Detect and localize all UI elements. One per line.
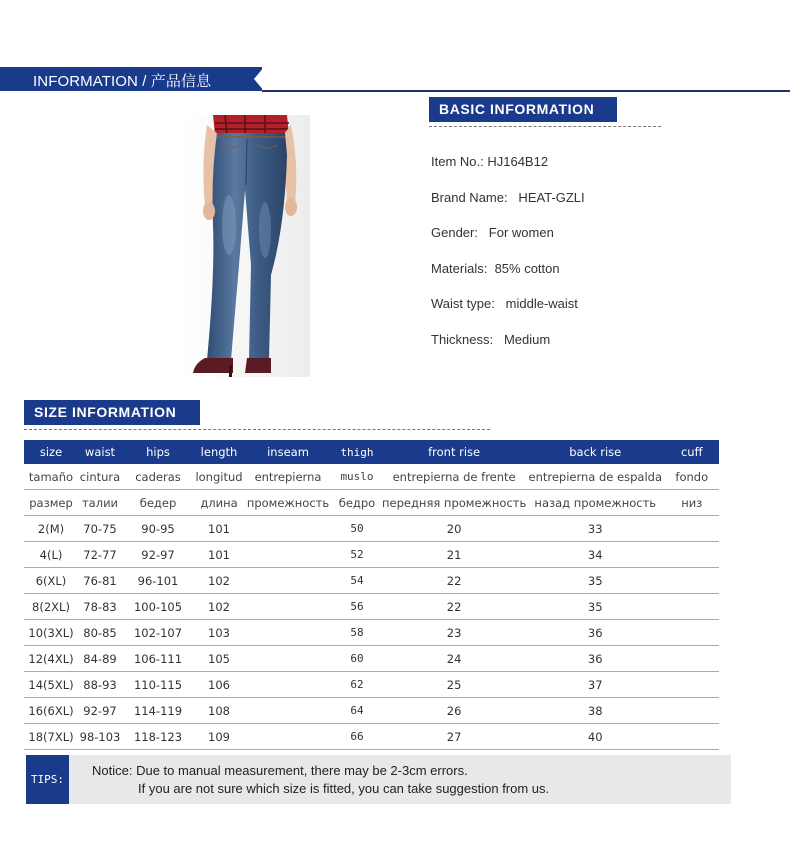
cell-thigh: 58 [332,620,382,646]
col-header: fondo [664,464,719,490]
cell-inseam [244,594,332,620]
col-header: длина [194,490,244,516]
cell-thigh: 66 [332,724,382,750]
cell-inseam [244,724,332,750]
cell-front-rise: 23 [382,620,526,646]
cell-hips: 106-111 [122,646,194,672]
cell-waist: 84-89 [78,646,122,672]
size-information-heading: SIZE INFORMATION [24,400,200,425]
table-row [24,594,719,620]
cell-front-rise: 27 [382,724,526,750]
col-header: бедер [122,490,194,516]
waist-type: Waist type: middle-waist [431,296,578,311]
cell-length: 102 [194,594,244,620]
col-header: waist [78,440,122,464]
table-row [24,568,719,594]
cell-back-rise: 37 [526,672,664,698]
cell-back-rise: 35 [526,568,664,594]
cell-hips: 110-115 [122,672,194,698]
tips-suggestion: If you are not sure which size is fitted, you can take suggestion from us. [138,781,550,796]
col-header: muslo [332,464,382,490]
table-row [24,698,719,724]
col-header: entrepierna de espalda [526,464,664,490]
col-header: низ [664,490,719,516]
table-row [24,646,719,672]
cell-back-rise: 36 [526,646,664,672]
item-number: Item No.: HJ164B12 [431,154,549,169]
tips-label: TIPS: [26,755,69,804]
cell-waist: 88-93 [78,672,122,698]
cell-hips: 102-107 [122,620,194,646]
col-header: inseam [244,440,332,464]
cell-hips: 92-97 [122,542,194,568]
cell-thigh: 62 [332,672,382,698]
cell-waist: 80-85 [78,620,122,646]
cell-front-rise: 26 [382,698,526,724]
cell-waist: 70-75 [78,516,122,542]
cell-front-rise: 20 [382,516,526,542]
cell-thigh: 64 [332,698,382,724]
col-header: entrepierna de frente [382,464,526,490]
brand-name: Brand Name: HEAT-GZLI [431,189,585,205]
col-header: размер [24,490,78,516]
cell-length: 105 [194,646,244,672]
materials: Materials: 85% cotton [431,260,560,276]
cell-waist: 98-103 [78,724,122,750]
cell-length: 101 [194,516,244,542]
cell-length: 108 [194,698,244,724]
col-header: length [194,440,244,464]
cell-waist: 78-83 [78,594,122,620]
table-row [24,672,719,698]
cell-back-rise: 33 [526,516,664,542]
cell-back-rise: 36 [526,620,664,646]
cell-size: 12(4XL) [24,646,78,672]
cell-hips: 114-119 [122,698,194,724]
col-header: бедро [332,490,382,516]
cell-cuff [664,594,719,620]
cell-length: 103 [194,620,244,646]
tips-box [26,755,731,804]
cell-cuff [664,672,719,698]
cell-waist: 92-97 [78,698,122,724]
header-row-russian [24,490,719,516]
cell-inseam [244,672,332,698]
jeans-photo [185,115,310,377]
gender: Gender: For women [431,225,554,240]
cell-front-rise: 22 [382,568,526,594]
cell-length: 102 [194,568,244,594]
table-row [24,724,719,750]
cell-cuff [664,568,719,594]
cell-hips: 90-95 [122,516,194,542]
banner-rule [262,90,790,92]
cell-waist: 72-77 [78,542,122,568]
col-header: передняя промежность [382,490,526,516]
cell-back-rise: 40 [526,724,664,750]
cell-thigh: 60 [332,646,382,672]
cell-thigh: 54 [332,568,382,594]
col-header: caderas [122,464,194,490]
basic-info-list [431,154,585,367]
cell-cuff [664,542,719,568]
cell-length: 101 [194,542,244,568]
col-header: back rise [526,440,664,464]
table-row [24,620,719,646]
size-chart-table [24,440,719,750]
cell-front-rise: 21 [382,542,526,568]
col-header: cintura [78,464,122,490]
cell-thigh: 50 [332,516,382,542]
banner-title: INFORMATION / 产品信息 [33,73,212,90]
cell-inseam [244,620,332,646]
thickness: Thickness: Medium [431,331,551,347]
table-row [24,516,719,542]
cell-front-rise: 24 [382,646,526,672]
col-header: hips [122,440,194,464]
cell-inseam [244,698,332,724]
cell-waist: 76-81 [78,568,122,594]
cell-front-rise: 25 [382,672,526,698]
cell-size: 6(XL) [24,568,78,594]
col-header: промежность [244,490,332,516]
col-header: longitud [194,464,244,490]
cell-inseam [244,516,332,542]
cell-length: 109 [194,724,244,750]
cell-cuff [664,698,719,724]
basic-information-heading: BASIC INFORMATION [429,97,617,122]
cell-back-rise: 38 [526,698,664,724]
col-header: cuff [664,440,719,464]
cell-length: 106 [194,672,244,698]
cell-thigh: 52 [332,542,382,568]
cell-front-rise: 22 [382,594,526,620]
cell-inseam [244,568,332,594]
divider [24,429,490,430]
cell-size: 14(5XL) [24,672,78,698]
cell-hips: 118-123 [122,724,194,750]
col-header: thigh [332,440,382,464]
cell-hips: 96-101 [122,568,194,594]
cell-back-rise: 34 [526,542,664,568]
table-row [24,542,719,568]
cell-size: 4(L) [24,542,78,568]
cell-cuff [664,724,719,750]
cell-cuff [664,646,719,672]
col-header: талии [78,490,122,516]
cell-inseam [244,646,332,672]
cell-hips: 100-105 [122,594,194,620]
cell-cuff [664,620,719,646]
cell-thigh: 56 [332,594,382,620]
cell-size: 10(3XL) [24,620,78,646]
cell-back-rise: 35 [526,594,664,620]
cell-size: 8(2XL) [24,594,78,620]
header-row-english [24,440,719,464]
cell-size: 16(6XL) [24,698,78,724]
col-header: назад промежность [526,490,664,516]
cell-inseam [244,542,332,568]
col-header: tamaño [24,464,78,490]
tips-notice: Notice: Due to manual measurement, there may be 2-3cm errors. [92,763,468,778]
col-header: entrepierna [244,464,332,490]
information-banner [0,67,790,91]
header-row-spanish [24,464,719,490]
col-header: size [24,440,78,464]
cell-size: 18(7XL) [24,724,78,750]
banner-notch [254,67,264,91]
col-header: front rise [382,440,526,464]
divider [429,126,661,127]
cell-cuff [664,516,719,542]
cell-size: 2(M) [24,516,78,542]
